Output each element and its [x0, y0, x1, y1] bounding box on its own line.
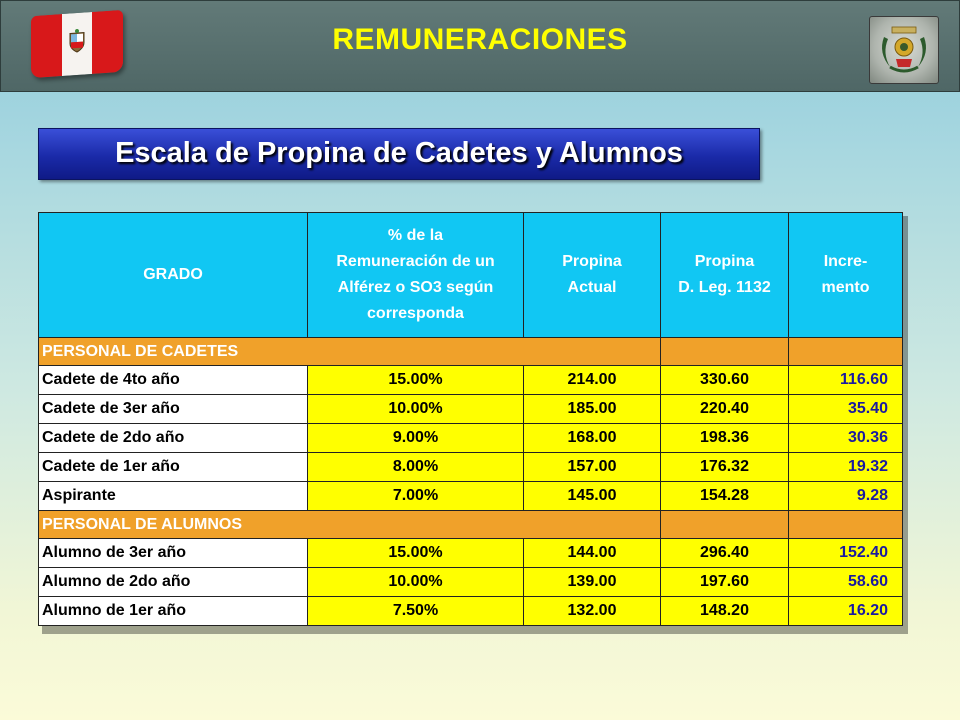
table-header-row [39, 213, 903, 338]
cell-actual: 157.00 [524, 453, 661, 482]
cell-grado: Alumno de 1er año [39, 597, 308, 626]
cell-dleg: 197.60 [661, 568, 789, 597]
cell-incremento: 152.40 [789, 539, 903, 568]
cell-pct: 10.00% [308, 395, 524, 424]
cell-incremento: 16.20 [789, 597, 903, 626]
cell-grado: Alumno de 2do año [39, 568, 308, 597]
section-filler [661, 511, 789, 539]
section-row-alumnos [39, 511, 903, 539]
cell-pct: 8.00% [308, 453, 524, 482]
table-row [39, 539, 903, 568]
table-row [39, 366, 903, 395]
cell-grado: Cadete de 3er año [39, 395, 308, 424]
cell-actual: 144.00 [524, 539, 661, 568]
cell-actual: 139.00 [524, 568, 661, 597]
table-row [39, 597, 903, 626]
col-header-pct: % de la Remuneración de un Alférez o SO3 según corresponda [308, 213, 524, 338]
cell-actual: 214.00 [524, 366, 661, 395]
cell-dleg: 148.20 [661, 597, 789, 626]
cell-pct: 7.00% [308, 482, 524, 511]
cell-grado: Alumno de 3er año [39, 539, 308, 568]
cell-pct: 15.00% [308, 366, 524, 395]
col-header-dleg: Propina D. Leg. 1132 [661, 213, 789, 338]
cell-grado: Aspirante [39, 482, 308, 511]
table-row [39, 482, 903, 511]
col-header-actual: Propina Actual [524, 213, 661, 338]
cell-actual: 132.00 [524, 597, 661, 626]
cell-grado: Cadete de 1er año [39, 453, 308, 482]
cell-incremento: 116.60 [789, 366, 903, 395]
section-filler [789, 338, 903, 366]
section-label: PERSONAL DE CADETES [39, 338, 661, 366]
cell-pct: 15.00% [308, 539, 524, 568]
cell-dleg: 330.60 [661, 366, 789, 395]
cell-actual: 145.00 [524, 482, 661, 511]
section-filler [661, 338, 789, 366]
cell-dleg: 296.40 [661, 539, 789, 568]
cell-dleg: 154.28 [661, 482, 789, 511]
cell-incremento: 9.28 [789, 482, 903, 511]
col-header-incremento: Incre- mento [789, 213, 903, 338]
cell-grado: Cadete de 2do año [39, 424, 308, 453]
cell-dleg: 220.40 [661, 395, 789, 424]
cell-dleg: 176.32 [661, 453, 789, 482]
header-bar [0, 0, 960, 92]
cell-pct: 9.00% [308, 424, 524, 453]
cell-actual: 168.00 [524, 424, 661, 453]
military-emblem-icon [869, 16, 939, 84]
cell-grado: Cadete de 4to año [39, 366, 308, 395]
cell-actual: 185.00 [524, 395, 661, 424]
subtitle-text: Escala de Propina de Cadetes y Alumnos [115, 137, 683, 169]
table-row [39, 453, 903, 482]
cell-incremento: 58.60 [789, 568, 903, 597]
cell-incremento: 30.36 [789, 424, 903, 453]
subtitle-banner [38, 128, 760, 180]
cell-pct: 7.50% [308, 597, 524, 626]
section-filler [789, 511, 903, 539]
col-header-grado: GRADO [39, 213, 308, 338]
section-row-cadetes [39, 338, 903, 366]
cell-pct: 10.00% [308, 568, 524, 597]
propina-table [38, 212, 903, 626]
cell-dleg: 198.36 [661, 424, 789, 453]
table-row [39, 395, 903, 424]
table-row [39, 568, 903, 597]
cell-incremento: 35.40 [789, 395, 903, 424]
cell-incremento: 19.32 [789, 453, 903, 482]
page-title: REMUNERACIONES [332, 23, 628, 56]
table-row [39, 424, 903, 453]
section-label: PERSONAL DE ALUMNOS [39, 511, 661, 539]
